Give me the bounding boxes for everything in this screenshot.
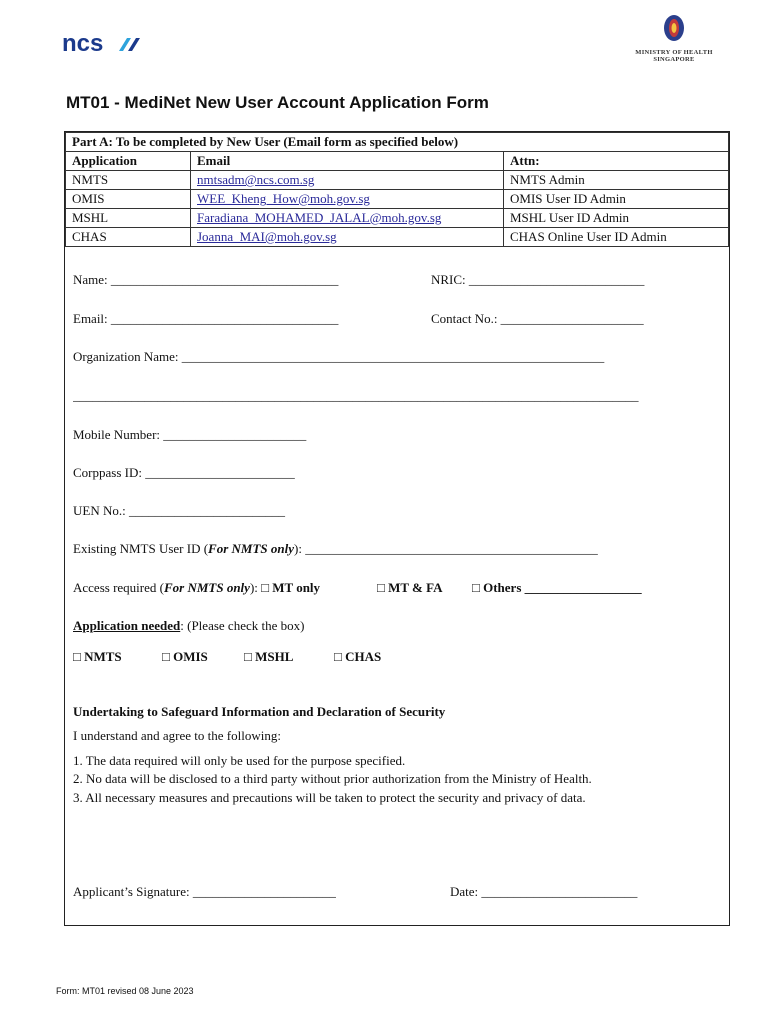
nric-field[interactable]: NRIC: ___________________________ [431,272,645,287]
part-a-heading: Part A: To be completed by New User (Email form as specified below) [66,133,729,152]
checkbox-nmts[interactable]: □ NMTS [73,649,122,664]
form-revision-footer: Form: MT01 revised 08 June 2023 [56,986,194,996]
application-cell: OMIS [66,190,191,209]
table-row [66,228,729,247]
access-label: Access required ( [73,580,164,595]
application-needed-heading: Application needed [73,618,181,633]
attn-cell: CHAS Online User ID Admin [504,228,729,247]
column-header-email: Email [191,152,504,171]
email-link[interactable]: nmtsadm@ncs.com.sg [197,172,315,187]
access-option-mt-only[interactable]: □ MT only [261,580,321,595]
part-a-table [65,132,729,247]
existing-id-label: Existing NMTS User ID ( [73,541,209,556]
checkbox-chas[interactable]: □ CHAS [334,649,382,664]
name-field[interactable]: Name: ___________________________________ [73,272,339,287]
attn-cell: MSHL User ID Admin [504,209,729,228]
uen-field[interactable]: UEN No.: ________________________ [73,503,285,518]
undertaking-intro: I understand and agree to the following: [73,728,281,743]
table-row [66,171,729,190]
undertaking-item-3: 3. All necessary measures and precautions will be taken to protect the security and privacy of data. [73,790,586,805]
table-row [66,190,729,209]
table-row [66,209,729,228]
application-cell: CHAS [66,228,191,247]
organization-name-field[interactable]: Organization Name: _________________________________________________________________ [73,349,605,364]
contact-field[interactable]: Contact No.: ______________________ [431,311,644,326]
undertaking-item-1: 1. The data required will only be used for the purpose specified. [73,753,406,768]
page-title: MT01 - MediNet New User Account Application Form [66,93,489,112]
checkbox-mshl[interactable]: □ MSHL [244,649,294,664]
attn-cell: NMTS Admin [504,171,729,190]
application-cell: NMTS [66,171,191,190]
undertaking-item-2: 2. No data will be disclosed to a third party without prior authorization from the Ministry of Health. [73,771,592,786]
access-option-mt-fa[interactable]: □ MT & FA [377,580,443,595]
email-link[interactable]: Joanna_MAI@moh.gov.sg [197,229,337,244]
application-cell: MSHL [66,209,191,228]
column-header-attn: Attn: [504,152,729,171]
existing-id-note: For NMTS only [208,541,295,556]
date-field[interactable]: Date: ________________________ [450,884,638,899]
ncs-logo [62,30,152,56]
email-link[interactable]: WEE_Kheng_How@moh.gov.sg [197,191,370,206]
moh-crest-icon [661,14,687,44]
email-field[interactable]: Email: ___________________________________ [73,311,339,326]
checkbox-omis[interactable]: □ OMIS [162,649,208,664]
undertaking-heading: Undertaking to Safeguard Information and Declaration of Security [73,704,446,719]
applicant-signature-field[interactable]: Applicant’s Signature: ______________________ [73,884,336,899]
existing-id-blank: ): _____________________________________________ [294,541,598,556]
mobile-number-field[interactable]: Mobile Number: ______________________ [73,427,307,442]
access-note: For NMTS only [163,580,250,595]
column-header-application: Application [66,152,191,171]
application-needed-label [73,618,304,634]
svg-text:ncs: ncs [62,30,104,56]
ministry-line-1: MINISTRY OF HEALTH [635,49,713,56]
corppass-id-field[interactable]: Corppass ID: _______________________ [73,465,295,480]
access-colon: ): [249,580,262,595]
application-needed-hint: : (Please check the box) [180,618,305,633]
ministry-of-health-logo [626,14,722,64]
ministry-line-2: SINGAPORE [653,56,695,63]
attn-cell: OMIS User ID Admin [504,190,729,209]
access-required-label [73,580,320,596]
email-link[interactable]: Faradiana_MOHAMED_JALAL@moh.gov.sg [197,210,442,225]
organization-name-line-2[interactable]: _______________________________________________________________________________________ [73,388,639,403]
access-option-others[interactable]: □ Others __________________ [472,580,642,595]
existing-nmts-user-id-field[interactable] [73,541,598,557]
